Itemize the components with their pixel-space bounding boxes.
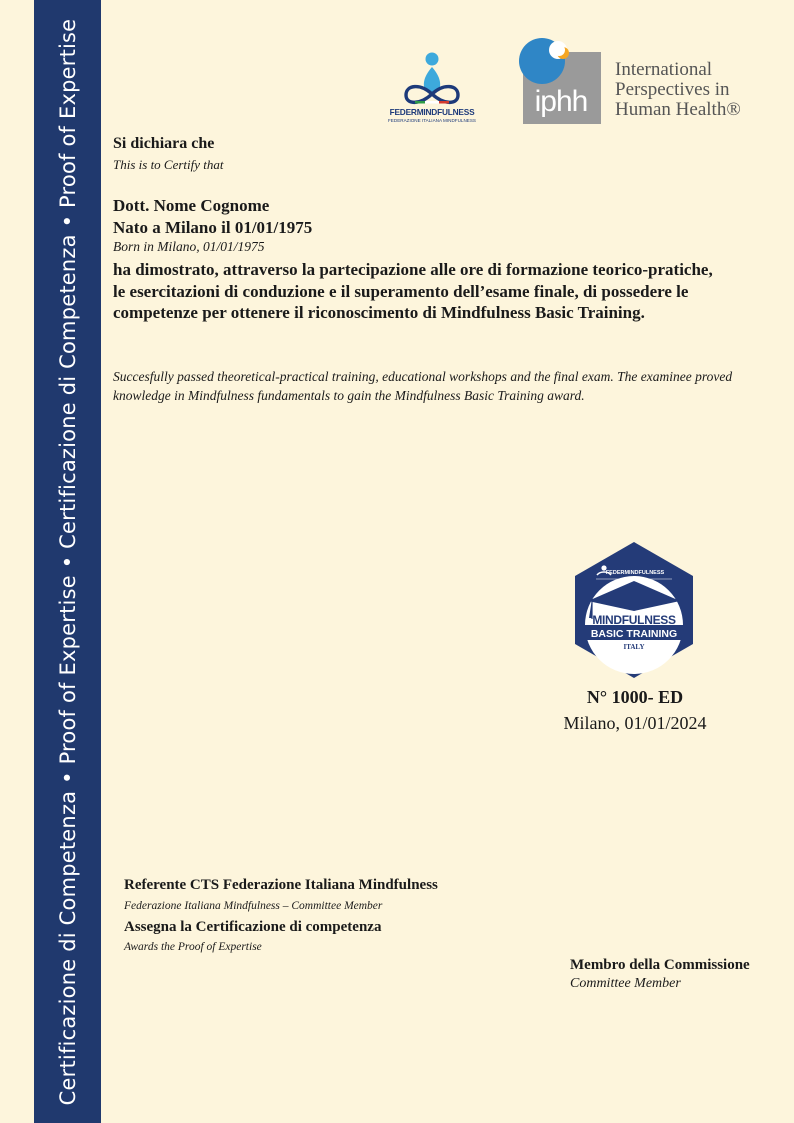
- declaration-italian: Si dichiara che: [113, 135, 215, 152]
- vertical-banner: [34, 0, 101, 1123]
- mindfulness-basic-training-badge-icon: [574, 541, 694, 679]
- referente-title-english: Federazione Italiana Mindfulness – Committee Member: [124, 900, 383, 912]
- commission-member-title: Membro della Commissione: [570, 957, 750, 973]
- certificate-number: N° 1000- ED: [586, 687, 684, 707]
- iphh-title-line: International: [615, 59, 713, 80]
- iphh-wordmark: iphh: [534, 85, 588, 118]
- vertical-banner-text: Certificazione di Competenza • Proof of Expertise • Certificazione di Competenza • Proof of Expertise: [55, 18, 80, 1105]
- federmindfulness-subtitle: FEDERAZIONE ITALIANA MINDFULNESS: [388, 118, 476, 123]
- referente-title: Referente CTS Federazione Italiana Mindfulness: [124, 877, 438, 893]
- commission-member-title-english: Committee Member: [570, 976, 681, 991]
- badge-title-line2: BASIC TRAINING: [590, 628, 678, 640]
- place-and-date: Milano, 01/01/2024: [563, 713, 707, 733]
- iphh-title: [615, 60, 741, 120]
- badge-organization: FEDERMINDFULNESS: [605, 570, 665, 576]
- declaration-english: This is to Certify that: [113, 157, 224, 172]
- recipient-name: Dott. Nome Cognome: [113, 196, 270, 215]
- statement-italian: ha dimostrato, attraverso la partecipazione alle ore di formazione teorico-pratiche, le esercitazioni di conduzione e il superamento dell’esame finale, di possedere le competenze per ottenere il riconoscimento di Mindfulness Basic Training.: [113, 260, 713, 322]
- birth-info-italian: Nato a Milano il 01/01/1975: [113, 218, 313, 237]
- assigns-certification: Assegna la Certificazione di competenza: [124, 919, 382, 935]
- badge-country: ITALY: [623, 643, 645, 651]
- birth-info-english: Born in Milano, 01/01/1975: [113, 239, 265, 254]
- iphh-title-line: Human Health®: [615, 99, 741, 120]
- badge-title-line1: MINDFULNESS: [592, 613, 676, 627]
- federmindfulness-name: FEDERMINDFULNESS: [389, 107, 475, 117]
- statement-english: Succesfully passed theoretical-practical training, educational workshops and the final exam. The examinee proved knowledge in Mindfulness fundamentals to gain the Mindfulness Basic Training award.: [113, 369, 733, 403]
- assigns-certification-english: Awards the Proof of Expertise: [124, 941, 262, 953]
- iphh-title-line: Perspectives in: [615, 79, 730, 100]
